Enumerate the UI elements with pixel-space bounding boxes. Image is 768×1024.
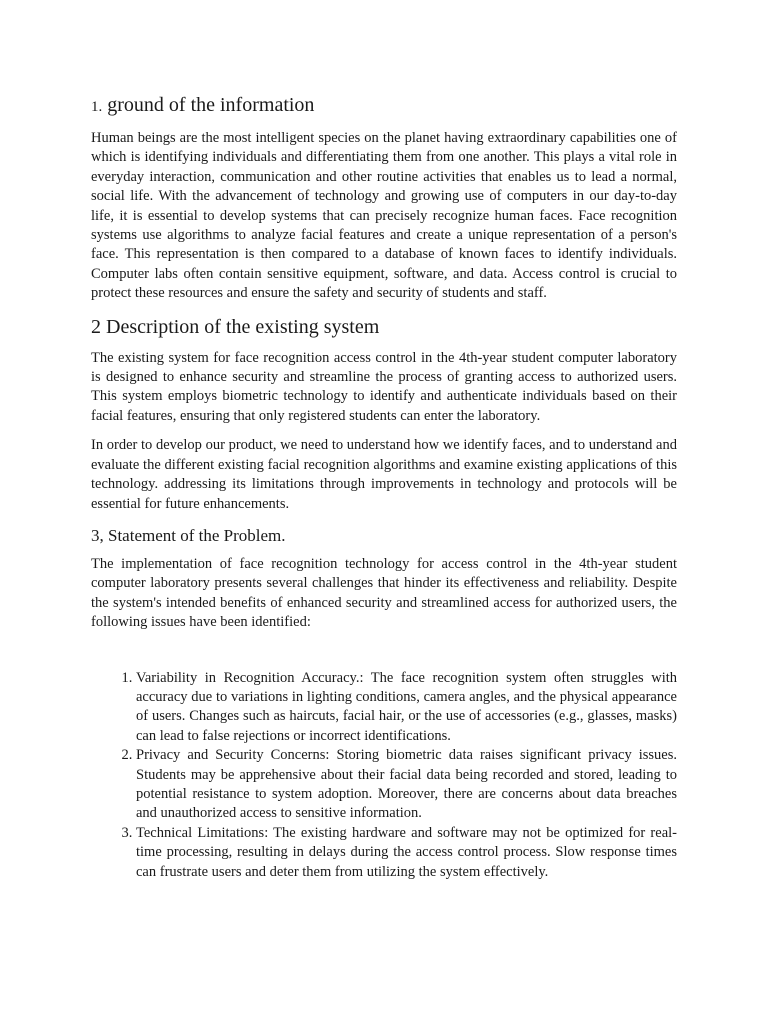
issues-list <box>91 669 677 882</box>
issue-item-3: 3. Technical Limitations: The existing hardware and software may not be optimized for real-time processing, resulting in delays during the access control process. Slow response times can frustrate users and deter them from utilizing the system effectively. <box>136 824 677 882</box>
section-1-title: ground of the information <box>107 94 315 116</box>
section-3-heading: 3, Statement of the Problem. <box>91 525 286 545</box>
section-3-paragraph-1: The implementation of face recognition technology for access control in the 4th-year student computer laboratory presents several challenges that hinder its effectiveness and reliability. Despite the system's intended benefits of enhanced security and streamlined access for authorized users, the following issues have been identified: <box>91 555 677 631</box>
issue-item-1: 1. Variability in Recognition Accuracy.: The face recognition system often struggles with accuracy due to variations in lighting conditions, camera angles, and the physical appearance of users. Changes such as haircuts, facial hair, or the use of accessories (e.g., glasses, masks) can lead to false rejections or incorrect identifications. <box>136 669 677 747</box>
document-page <box>91 92 677 882</box>
issue-item-2: 2. Privacy and Security Concerns: Storing biometric data raises significant privacy issues. Students may be apprehensive about their facial data being recorded and stored, leading to potential resistance to system adoption. Moreover, there are concerns about data breaches and unauthorized access to sensitive information. <box>136 746 677 824</box>
section-1-number: 1. <box>91 99 103 115</box>
section-1-heading <box>91 92 677 120</box>
section-2-heading: 2 Description of the existing system <box>91 315 380 338</box>
section-2-paragraph-2: In order to develop our product, we need to understand how we identify faces, and to understand and evaluate the different existing facial recognition algorithms and examine existing applications of this technology. addressing its limitations through improvements in technology and protocols will be essential for future enhancements. <box>91 437 677 512</box>
section-2-paragraph-1: The existing system for face recognition access control in the 4th-year student computer laboratory is designed to enhance security and streamline the process of granting access to authorized users. This system employs biometric technology to identify and authenticate individuals based on their facial features, ensuring that only registered students can enter the laboratory. <box>91 349 677 424</box>
section-1-paragraph-1: Human beings are the most intelligent species on the planet having extraordinary capabilities one of which is identifying individuals and differentiating them from one another. This plays a vital role in everyday interaction, communication and other routine activities that enables us to lead a normal, social life. With the advancement of technology and growing use of computers in our day-to-day life, it is essential to develop systems that can precisely recognize human faces. Face recognition systems use algorithms to analyze facial features and create a unique representation of a person's face. This representation is then compared to a database of known faces to identify individuals. Computer labs often contain sensitive equipment, software, and data. Access control is crucial to protect these resources and ensure the safety and security of students and staff. <box>91 130 677 302</box>
